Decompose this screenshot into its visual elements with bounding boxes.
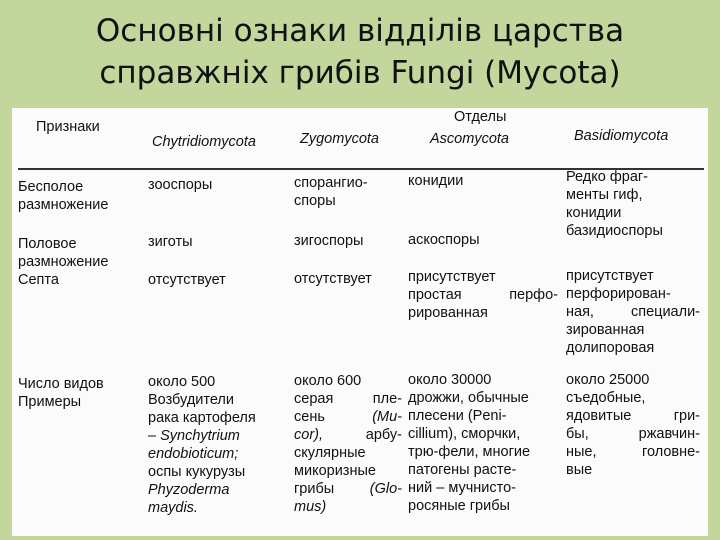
- species-chytridio: около 500 Возбудители рака картофеля – Synchytrium endobioticum; оспы кукурузы Phyzoderma maydis.: [148, 374, 256, 516]
- sexual-chytridio: зиготы: [148, 234, 193, 250]
- label-sexual: Половое размножение: [18, 236, 109, 270]
- asexual-basidio: Редко фраг- менты гиф, конидии базидиоспоры: [566, 169, 663, 239]
- header-zygomycota: Zygomycota: [300, 131, 379, 147]
- sexual-zygo: зигоспоры: [294, 233, 364, 249]
- sexual-asco: аскоспоры: [408, 232, 480, 248]
- header-ascomycota: Ascomycota: [430, 131, 509, 147]
- septa-zygo: отсутствует: [294, 271, 372, 287]
- label-asexual: Бесполое размножение: [18, 179, 109, 213]
- title-line-2: справжніх грибів Fungi (Mycota): [99, 55, 621, 91]
- slide-title: [0, 10, 720, 94]
- septa-asco: присутствует простая перфо- рированная: [408, 269, 558, 321]
- label-septa: Септа: [18, 272, 59, 288]
- septa-basidio: присутствует перфорирован- ная, специали- зированная долипоровая: [566, 268, 700, 356]
- species-zygo: около 600 серая пле- сень (Mu- cor), арбу- скулярные микоризные грибы (Glo- mus): [294, 373, 402, 515]
- asexual-zygo: спорангио- споры: [294, 175, 368, 209]
- label-species: Число видов Примеры: [18, 376, 104, 410]
- species-asco: около 30000 дрожжи, обычные плесени (Peni- cillium), сморчки, трю-фели, многие патогены расте- ний – мучнисто- росяные грибы: [408, 372, 531, 514]
- asexual-asco: конидии: [408, 173, 464, 189]
- header-chytridiomycota: Chytridiomycota: [152, 134, 256, 150]
- septa-chytridio: отсутствует: [148, 272, 226, 288]
- fungi-table: [12, 108, 708, 536]
- asexual-chytridio: зооспоры: [148, 177, 213, 193]
- species-basidio: около 25000 съедобные, ядовитые гри- бы, ржавчин- ные, головне- вые: [566, 372, 700, 478]
- title-line-1: Основні ознаки відділів царства: [95, 13, 625, 49]
- header-features: Признаки: [36, 119, 100, 135]
- header-divisions: Отделы: [454, 109, 507, 125]
- header-basidiomycota: Basidiomycota: [574, 128, 669, 144]
